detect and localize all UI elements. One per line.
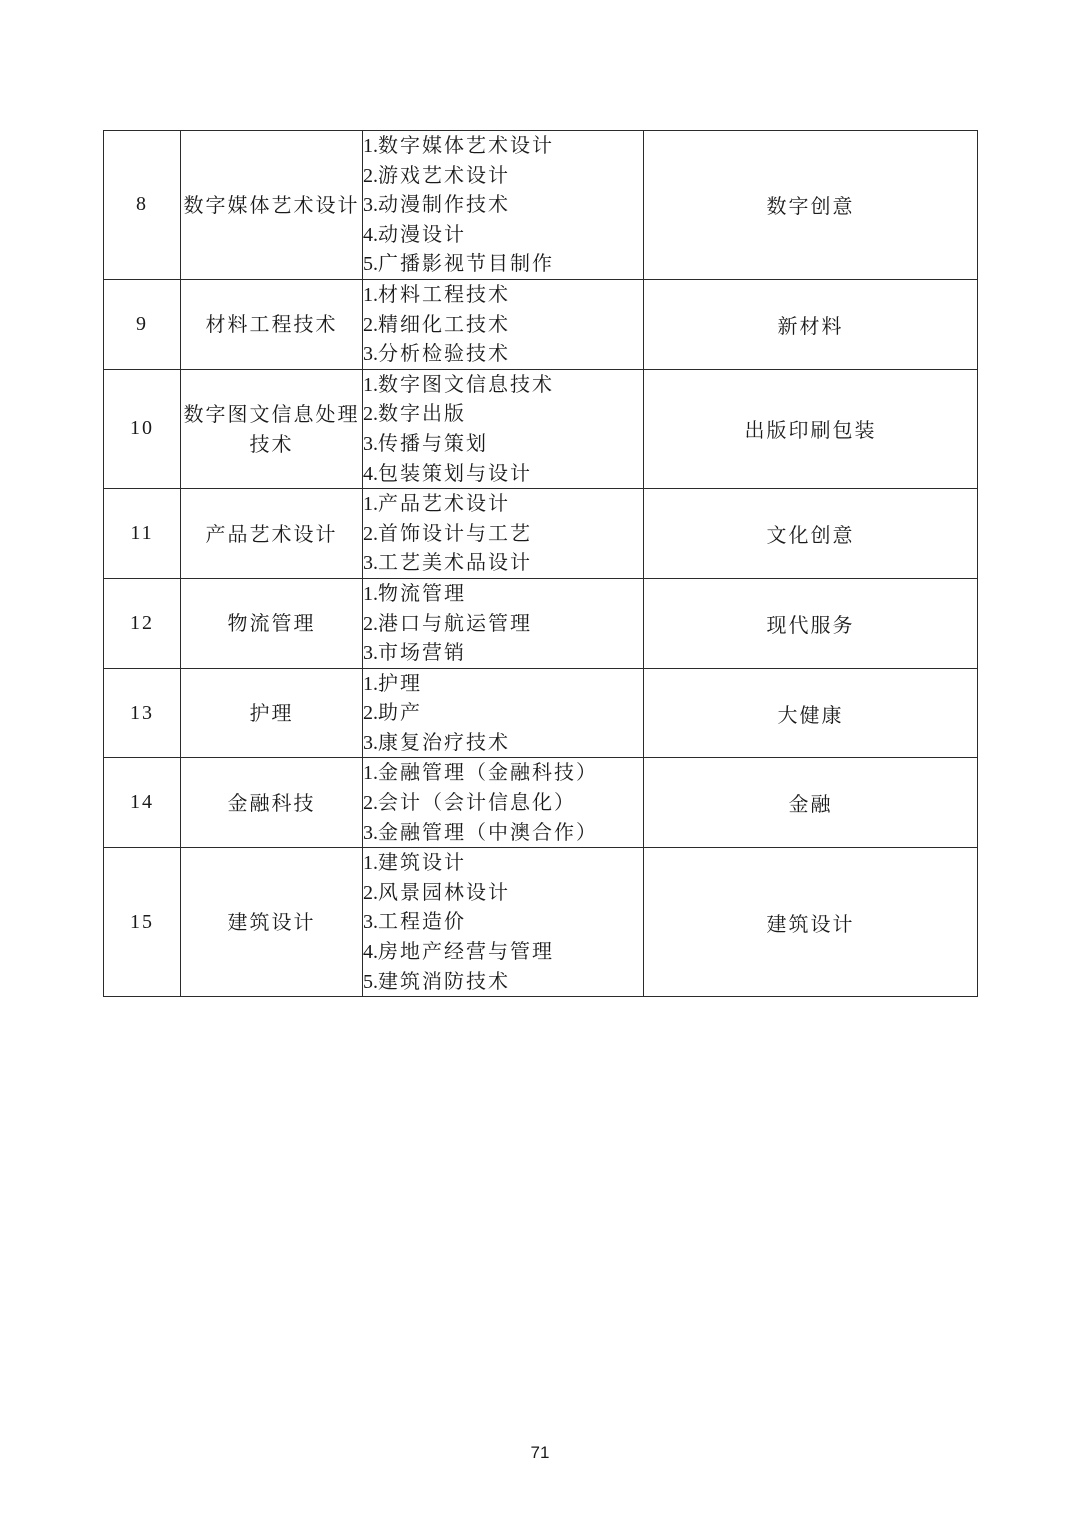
- direction-item: [363, 190, 643, 220]
- table-row: [104, 668, 978, 758]
- direction-text: 工程造价: [378, 909, 466, 934]
- direction-number: 2.: [363, 792, 378, 815]
- direction-text: 助产: [378, 700, 422, 725]
- direction-item: [363, 907, 643, 937]
- direction-item: [363, 161, 643, 191]
- direction-number: 2.: [363, 522, 378, 545]
- direction-text: 动漫设计: [378, 221, 466, 246]
- direction-item: [363, 459, 643, 489]
- direction-number: 1.: [363, 852, 378, 875]
- direction-text: 分析检验技术: [378, 341, 510, 366]
- direction-text: 材料工程技术: [378, 281, 510, 306]
- direction-text: 工艺美术品设计: [378, 550, 532, 575]
- direction-number: 2.: [363, 313, 378, 336]
- directions-cell: [363, 369, 644, 488]
- direction-item: [363, 788, 643, 818]
- direction-text: 数字媒体艺术设计: [378, 133, 554, 157]
- direction-number: 2.: [363, 164, 378, 187]
- direction-number: 1.: [363, 762, 378, 785]
- major-cell: 建筑设计: [181, 848, 363, 997]
- direction-item: [363, 131, 643, 161]
- direction-item: [363, 339, 643, 369]
- program-table: [103, 130, 978, 997]
- directions-cell: [363, 848, 644, 997]
- table-row: [104, 578, 978, 668]
- major-cell: 数字媒体艺术设计: [181, 131, 363, 280]
- major-cell: 数字图文信息处理技术: [181, 369, 363, 488]
- directions-cell: [363, 489, 644, 579]
- industry-cluster-cell: 现代服务: [644, 578, 978, 668]
- direction-number: 4.: [363, 941, 378, 964]
- direction-item: [363, 698, 643, 728]
- direction-text: 传播与策划: [378, 430, 488, 455]
- direction-item: [363, 967, 643, 997]
- direction-text: 数字图文信息技术: [378, 371, 554, 396]
- direction-item: [363, 758, 643, 788]
- direction-item: [363, 399, 643, 429]
- direction-text: 数字出版: [378, 401, 466, 426]
- direction-number: 2.: [363, 881, 378, 904]
- directions-cell: [363, 578, 644, 668]
- direction-item: [363, 638, 643, 668]
- direction-text: 建筑消防技术: [378, 968, 510, 993]
- direction-text: 风景园林设计: [378, 879, 510, 904]
- direction-number: 2.: [363, 702, 378, 725]
- direction-number: 1.: [363, 582, 378, 605]
- major-cell: 产品艺术设计: [181, 489, 363, 579]
- table-row: [104, 279, 978, 369]
- direction-number: 1.: [363, 283, 378, 306]
- direction-item: [363, 669, 643, 699]
- direction-text: 动漫制作技术: [378, 192, 510, 217]
- row-number-cell: 14: [104, 758, 181, 848]
- direction-item: [363, 310, 643, 340]
- direction-number: 3.: [363, 552, 378, 575]
- industry-cluster-cell: 大健康: [644, 668, 978, 758]
- industry-cluster-cell: 出版印刷包装: [644, 369, 978, 488]
- direction-text: 金融管理（中澳合作）: [378, 819, 598, 844]
- direction-item: [363, 728, 643, 758]
- direction-number: 3.: [363, 821, 378, 844]
- direction-number: 3.: [363, 911, 378, 934]
- direction-number: 3.: [363, 343, 378, 366]
- direction-number: 2.: [363, 403, 378, 426]
- direction-number: 4.: [363, 223, 378, 246]
- direction-text: 康复治疗技术: [378, 729, 510, 754]
- direction-item: [363, 220, 643, 250]
- direction-item: [363, 548, 643, 578]
- direction-number: 1.: [363, 373, 378, 396]
- direction-text: 包装策划与设计: [378, 460, 532, 485]
- direction-text: 港口与航运管理: [378, 610, 532, 635]
- row-number-cell: 10: [104, 369, 181, 488]
- direction-item: [363, 818, 643, 848]
- direction-text: 产品艺术设计: [378, 491, 510, 516]
- directions-cell: [363, 279, 644, 369]
- direction-text: 建筑设计: [378, 850, 466, 875]
- direction-number: 4.: [363, 462, 378, 485]
- direction-item: [363, 937, 643, 967]
- direction-number: 3.: [363, 432, 378, 455]
- row-number-cell: 8: [104, 131, 181, 280]
- direction-number: 3.: [363, 642, 378, 665]
- direction-text: 广播影视节目制作: [378, 251, 554, 276]
- direction-text: 护理: [378, 670, 422, 695]
- directions-cell: [363, 758, 644, 848]
- table-row: [104, 758, 978, 848]
- direction-text: 精细化工技术: [378, 311, 510, 336]
- direction-item: [363, 609, 643, 639]
- table-row: [104, 489, 978, 579]
- direction-item: [363, 249, 643, 279]
- direction-number: 1.: [363, 672, 378, 695]
- direction-item: [363, 848, 643, 878]
- direction-text: 游戏艺术设计: [378, 162, 510, 187]
- direction-text: 首饰设计与工艺: [378, 520, 532, 545]
- direction-number: 5.: [363, 970, 378, 993]
- row-number-cell: 12: [104, 578, 181, 668]
- table-body: [104, 131, 978, 997]
- major-cell: 金融科技: [181, 758, 363, 848]
- industry-cluster-cell: 数字创意: [644, 131, 978, 280]
- directions-cell: [363, 668, 644, 758]
- row-number-cell: 9: [104, 279, 181, 369]
- major-cell: 护理: [181, 668, 363, 758]
- row-number-cell: 13: [104, 668, 181, 758]
- direction-text: 房地产经营与管理: [378, 939, 554, 964]
- direction-number: 5.: [363, 253, 378, 276]
- major-cell: 材料工程技术: [181, 279, 363, 369]
- direction-number: 1.: [363, 493, 378, 516]
- direction-number: 2.: [363, 612, 378, 635]
- table-row: [104, 369, 978, 488]
- direction-number: 3.: [363, 194, 378, 217]
- direction-item: [363, 579, 643, 609]
- row-number-cell: 15: [104, 848, 181, 997]
- table-row: [104, 131, 978, 280]
- industry-cluster-cell: 文化创意: [644, 489, 978, 579]
- direction-item: [363, 489, 643, 519]
- direction-number: 3.: [363, 731, 378, 754]
- direction-item: [363, 429, 643, 459]
- direction-text: 会计（会计信息化）: [378, 790, 576, 815]
- direction-text: 市场营销: [378, 640, 466, 665]
- direction-item: [363, 280, 643, 310]
- direction-item: [363, 370, 643, 400]
- industry-cluster-cell: 新材料: [644, 279, 978, 369]
- directions-cell: [363, 131, 644, 280]
- table-row: [104, 848, 978, 997]
- industry-cluster-cell: 建筑设计: [644, 848, 978, 997]
- direction-number: 1.: [363, 135, 378, 157]
- industry-cluster-cell: 金融: [644, 758, 978, 848]
- major-cell: 物流管理: [181, 578, 363, 668]
- direction-text: 金融管理（金融科技）: [378, 760, 598, 785]
- direction-item: [363, 519, 643, 549]
- page-number: 71: [530, 1443, 550, 1462]
- row-number-cell: 11: [104, 489, 181, 579]
- direction-text: 物流管理: [378, 580, 466, 605]
- direction-item: [363, 878, 643, 908]
